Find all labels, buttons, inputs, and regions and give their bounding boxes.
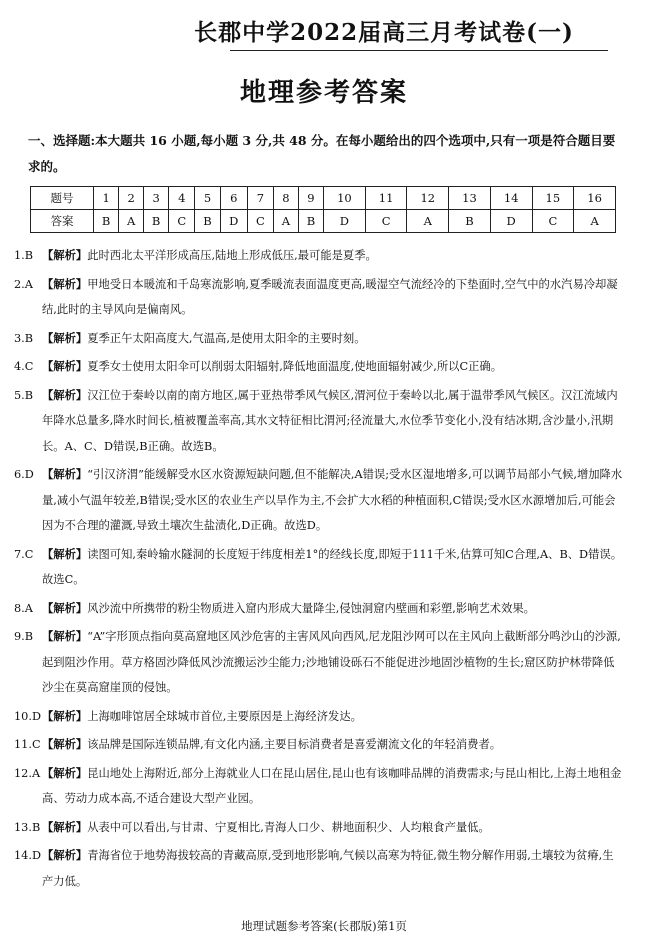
explanation-tag: 【解析】 [42,630,88,643]
explanation-text: 从表中可以看出,与甘肃、宁夏相比,青海人口少、耕地面积少、人均粮食产量低。 [87,820,490,834]
question-answer: 1.B [14,249,34,262]
explanation-text: 夏季女士使用太阳伞可以削弱太阳辐射,降低地面温度,使地面辐射减少,所以C正确。 [87,360,503,373]
answer-cell: A [574,210,616,233]
answer-cell: B [449,210,491,233]
explanation-item [14,843,624,894]
header-rule [230,50,608,51]
explanation-item [14,732,624,758]
explanation-item [14,383,624,460]
explanation-text: “A”字形顶点指向莫高窟地区风沙危害的主害风风向西风,尼龙阻沙网可以在主风向上截断部分鸣沙山的沙源,起到阻沙作用。草方格固沙降低风沙流搬运沙尘能力;沙地铺设砾石不能促进沙地固沙植物的生长;窟区防护林带降低沙尘在莫高窟崖顶的侵蚀。 [42,630,621,694]
answer-cell: B [298,210,323,233]
explanation-tag: 【解析】 [42,277,88,291]
explanation-text: 风沙流中所携带的粉尘物质进入窟内形成大量降尘,侵蚀洞窟内壁画和彩塑,影响艺术效果。 [87,601,535,615]
question-answer: 9.B [14,630,34,643]
answer-cell: D [220,210,247,233]
explanation-item [14,542,624,593]
question-number-cell: 12 [407,187,449,210]
row-label-answer: 答案 [31,210,94,233]
explanation-tag: 【解析】 [42,601,88,615]
question-number-cell: 10 [324,187,366,210]
explanation-tag: 【解析】 [42,331,88,345]
explanation-text: 甲地受日本暖流和千岛寒流影响,夏季暖流表面温度更高,暖湿空气流经冷的下垫面时,空气中的水汽易冷却凝结,此时的主导风向是偏南风。 [42,277,618,316]
explanation-text: 上海咖啡馆居全球城市首位,主要原因是上海经济发达。 [87,709,362,723]
question-answer: 7.C [14,547,34,561]
question-number-cell: 15 [532,187,574,210]
question-answer: 2.A [14,277,33,291]
answer-table [30,186,616,233]
question-number-cell: 11 [365,187,407,210]
question-answer: 14.D [14,849,42,862]
explanation-tag: 【解析】 [42,388,88,402]
explanation-tag: 【解析】 [42,709,88,723]
explanation-item [14,815,624,841]
explanation-tag: 【解析】 [42,547,88,561]
question-number-cell: 16 [574,187,616,210]
explanation-item [14,704,624,730]
explanation-item [14,243,624,269]
answer-cell: A [407,210,449,233]
question-answer: 10.D [14,709,42,723]
explanation-item [14,354,624,380]
explanation-tag: 【解析】 [42,738,88,751]
explanation-tag: 【解析】 [42,249,88,262]
explanation-text: 读图可知,秦岭输水隧洞的长度短于纬度相差1°的经线长度,即短于111千米,估算可知C合理,A、B、D错误。故选C。 [42,547,623,586]
answer-cell: C [365,210,407,233]
answer-cell: B [94,210,119,233]
exam-header-title: 长郡中学2022届高三月考试卷(一) [194,19,574,46]
question-number-cell: 1 [94,187,119,210]
question-answer: 8.A [14,601,33,615]
explanation-text: 青海省位于地势海拔较高的青藏高原,受到地形影响,气候以高寒为特征,微生物分解作用弱,土壤较为贫瘠,生产力低。 [42,849,614,888]
explanation-item [14,272,624,323]
explanation-item [14,761,624,812]
explanation-item [14,326,624,352]
explanation-item [14,462,624,539]
row-label-question: 题号 [31,187,94,210]
question-number-cell: 8 [274,187,299,210]
question-answer: 13.B [14,820,41,834]
explanation-text: 汉江位于秦岭以南的南方地区,属于亚热带季风气候区,渭河位于秦岭以北,属于温带季风气候区。汉江流域内年降水总量多,降水时间长,植被覆盖率高,其水文特征相比渭河;径流量大,水位季节变化小,没有结冰期,含沙量小,汛期长。A、C、D错误,B正确。故选B。 [42,388,618,453]
question-answer: 5.B [14,388,34,402]
question-number-cell: 14 [490,187,532,210]
explanation-tag: 【解析】 [42,820,88,834]
question-number-cell: 3 [144,187,169,210]
question-number-cell: 5 [195,187,220,210]
section-heading: 一、选择题:本大题共 16 小题,每小题 3 分,共 48 分。在每小题给出的四个选项中,只有一项是符合题目要求的。 [28,133,616,174]
question-number-cell: 4 [169,187,195,210]
answer-cell: D [324,210,366,233]
question-number-cell: 6 [220,187,247,210]
explanation-tag: 【解析】 [42,849,88,862]
answer-cell: C [247,210,273,233]
explanation-text: “引汉济渭”能缓解受水区水资源短缺问题,但不能解决,A错误;受水区湿地增多,可以调节局部小气候,增加降水量,减小气温年较差,B错误;受水区的农业生产以旱作为主,不会扩大水稻的种植面积,C错误;受水区水源增加后,可能会因为不合理的灌溉,导致土壤次生盐渍化,D正确。故选D。 [42,468,623,532]
question-answer: 6.D [14,468,34,481]
question-answer: 3.B [14,331,34,345]
answer-cell: C [532,210,574,233]
question-answer: 11.C [14,738,41,751]
page-footer: 地理试题参考答案(长郡版)第1页 [241,919,407,933]
question-number-cell: 7 [247,187,273,210]
explanation-text: 此时西北太平洋形成高压,陆地上形成低压,最可能是夏季。 [87,249,377,262]
document-title: 地理参考答案 [239,78,408,108]
question-number-cell: 9 [298,187,323,210]
question-answer: 4.C [14,360,34,373]
explanation-item [14,596,624,622]
explanation-tag: 【解析】 [42,468,88,481]
question-number-cell: 13 [449,187,491,210]
explanation-tag: 【解析】 [42,360,88,373]
explanations-list [14,243,624,897]
question-number-row [31,187,616,210]
answer-cell: A [274,210,299,233]
answer-cell: A [119,210,144,233]
question-answer: 12.A [14,766,41,780]
answer-row [31,210,616,233]
answer-cell: B [195,210,220,233]
explanation-text: 该品牌是国际连锁品牌,有文化内涵,主要目标消费者是喜爱潮流文化的年轻消费者。 [87,738,502,751]
explanation-text: 昆山地处上海附近,部分上海就业人口在昆山居住,昆山也有该咖啡品牌的消费需求;与昆山相比,上海土地租金高、劳动力成本高,不适合建设大型产业园。 [42,766,622,805]
answer-cell: B [144,210,169,233]
answer-cell: C [169,210,195,233]
explanation-tag: 【解析】 [42,766,88,780]
answer-cell: D [490,210,532,233]
question-number-cell: 2 [119,187,144,210]
explanation-text: 夏季正午太阳高度大,气温高,是使用太阳伞的主要时刻。 [87,331,366,345]
explanation-item [14,624,624,701]
